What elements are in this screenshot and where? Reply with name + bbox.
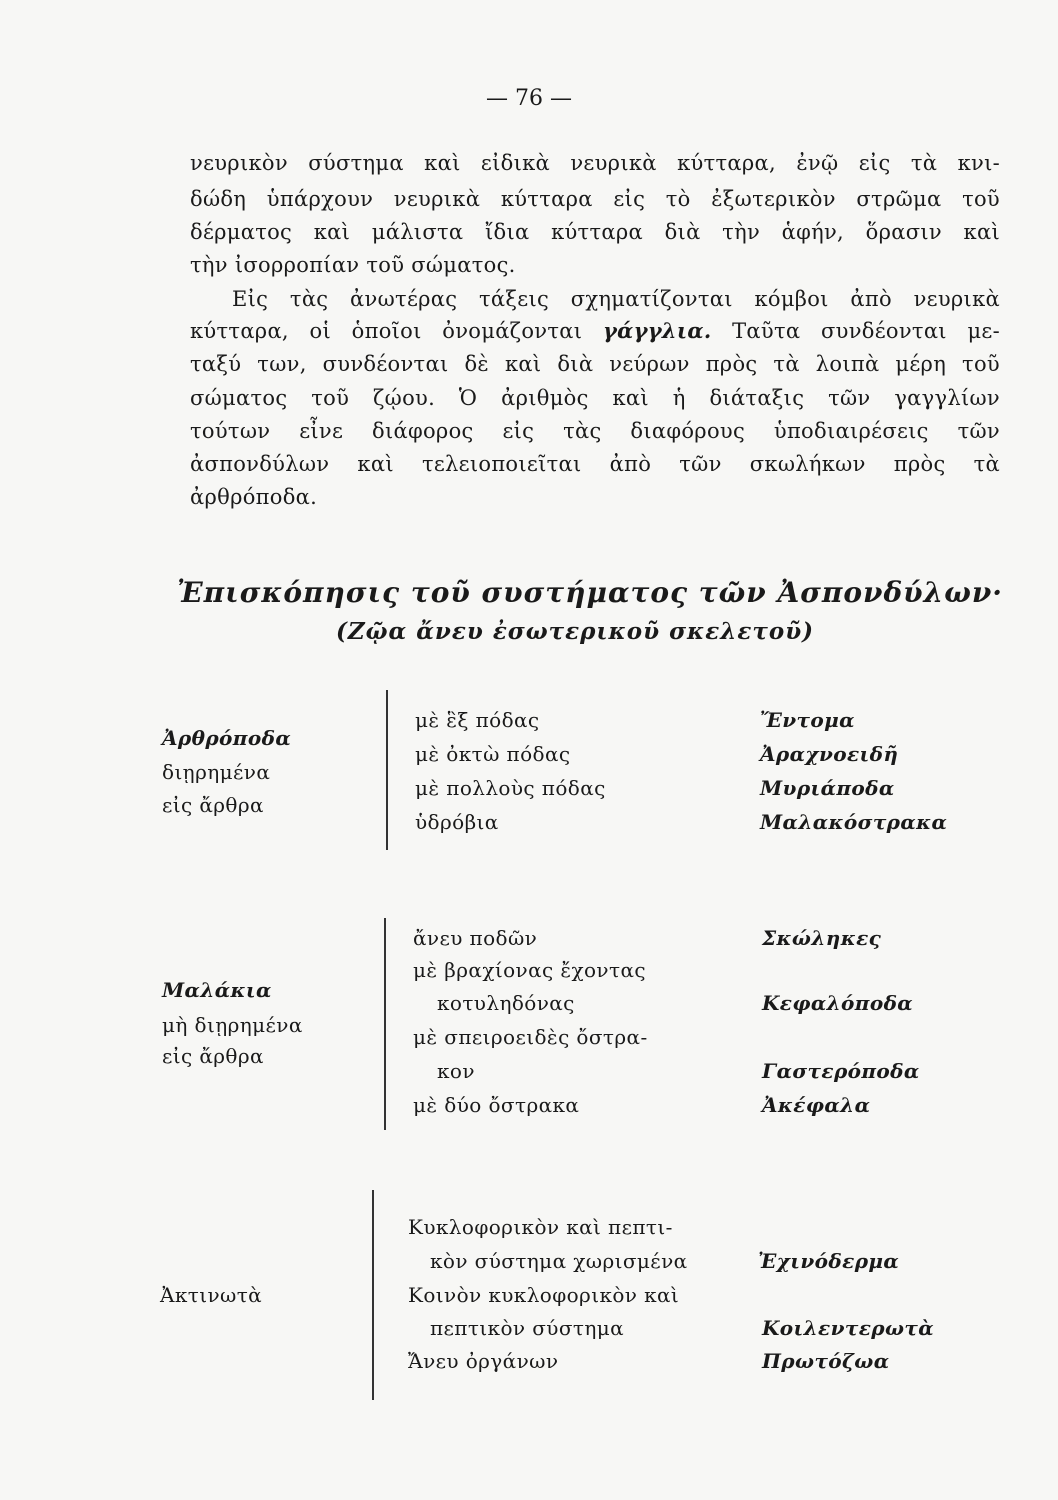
class-name: Κοιλεντερωτὰ bbox=[762, 1316, 935, 1340]
section-title: Ἐπισκόπησις τοῦ συστήματος τῶν Ἀσπονδύλων· bbox=[176, 576, 1004, 609]
criterion: κὸν σύστημα χωρισμένα bbox=[430, 1249, 688, 1273]
class-name: Ἔντομα bbox=[760, 708, 855, 732]
text-line bbox=[190, 318, 1000, 344]
criterion: κοτυληδόνας bbox=[437, 991, 575, 1015]
criterion: Κυκλοφορικὸν καὶ πεπτι- bbox=[408, 1215, 673, 1239]
class-name: Πρωτόζωα bbox=[762, 1349, 890, 1373]
criterion: κον bbox=[437, 1059, 475, 1083]
class-name: Ἀραχνοειδῆ bbox=[760, 742, 899, 766]
emphasis-term: γάγγλια. bbox=[602, 318, 712, 343]
group-desc: διῃρημένα bbox=[162, 760, 271, 784]
class-name: Ἀκέφαλα bbox=[762, 1093, 871, 1117]
text-span: κύτταρα, οἱ ὁποῖοι ὀνομάζονται bbox=[190, 319, 583, 343]
class-name: Ἐχινόδερμα bbox=[758, 1249, 900, 1273]
text-line: ἀρθρόποδα. bbox=[190, 485, 318, 509]
page-number: — 76 — bbox=[486, 86, 572, 111]
criterion: μὲ βραχίονας ἔχοντας bbox=[413, 958, 646, 982]
criterion: μὲ ὀκτὼ πόδας bbox=[415, 742, 571, 766]
text-line: ἀσπονδύλων καὶ τελειοποιεῖται ἀπὸ τῶν σκωλήκων πρὸς τὰ bbox=[190, 452, 1000, 476]
text-line: δέρματος καὶ μάλιστα ἴδια κύτταρα διὰ τὴν ἁφήν, ὅρασιν καὶ bbox=[190, 220, 1000, 244]
text-line: τούτων εἶνε διάφορος εἰς τὰς διαφόρους ὑποδιαιρέσεις τῶν bbox=[190, 419, 1000, 443]
section-subtitle: (Ζῷα ἄνευ ἐσωτερικοῦ σκελετοῦ) bbox=[335, 618, 815, 645]
group-label: Μαλάκια bbox=[162, 978, 272, 1002]
text-line: τὴν ἰσορροπίαν τοῦ σώματος. bbox=[190, 253, 516, 277]
text-line: ταξύ των, συνδέονται δὲ καὶ διὰ νεύρων πρὸς τὰ λοιπὰ μέρη τοῦ bbox=[190, 352, 1000, 376]
brace bbox=[386, 690, 388, 850]
class-name: Κεφαλόποδα bbox=[762, 991, 914, 1015]
criterion: ὑδρόβια bbox=[415, 810, 499, 834]
criterion: ἄνευ ποδῶν bbox=[413, 926, 538, 950]
criterion: μὲ δύο ὄστρακα bbox=[413, 1093, 580, 1117]
group-desc: εἰς ἄρθρα bbox=[162, 1044, 264, 1068]
group-desc: μὴ διῃρημένα bbox=[162, 1013, 303, 1037]
class-name: Μαλακόστρακα bbox=[760, 810, 948, 834]
text-line: Εἰς τὰς ἀνωτέρας τάξεις σχηματίζονται κόμβοι ἀπὸ νευρικὰ bbox=[232, 287, 1000, 311]
criterion: πεπτικὸν σύστημα bbox=[430, 1316, 625, 1340]
brace bbox=[384, 918, 386, 1130]
text-line: νευρικὸν σύστημα καὶ εἰδικὰ νευρικὰ κύτταρα, ἐνῷ εἰς τὰ κνι- bbox=[190, 151, 1000, 175]
criterion: μὲ σπειροειδὲς ὄστρα- bbox=[413, 1025, 648, 1049]
group-label: Ἀκτινωτὰ bbox=[160, 1283, 263, 1307]
text-span: Ταῦτα συνδέονται με- bbox=[732, 319, 1000, 343]
criterion: μὲ ἓξ πόδας bbox=[415, 708, 540, 732]
criterion: μὲ πολλοὺς πόδας bbox=[415, 776, 606, 800]
brace bbox=[372, 1190, 374, 1400]
class-name: Σκώληκες bbox=[762, 926, 882, 950]
class-name: Γαστερόποδα bbox=[762, 1059, 920, 1083]
text-line: δώδη ὑπάρχουν νευρικὰ κύτταρα εἰς τὸ ἐξωτερικὸν στρῶμα τοῦ bbox=[190, 187, 1000, 211]
criterion: Ἄνευ ὀργάνων bbox=[408, 1349, 559, 1373]
criterion: Κοινὸν κυκλοφορικὸν καὶ bbox=[408, 1283, 680, 1307]
class-name: Μυριάποδα bbox=[760, 776, 895, 800]
group-label: Ἀρθρόποδα bbox=[162, 726, 292, 750]
text-line: σώματος τοῦ ζῴου. Ὁ ἀριθμὸς καὶ ἡ διάταξις τῶν γαγγλίων bbox=[190, 386, 1000, 410]
group-desc: εἰς ἄρθρα bbox=[162, 793, 264, 817]
